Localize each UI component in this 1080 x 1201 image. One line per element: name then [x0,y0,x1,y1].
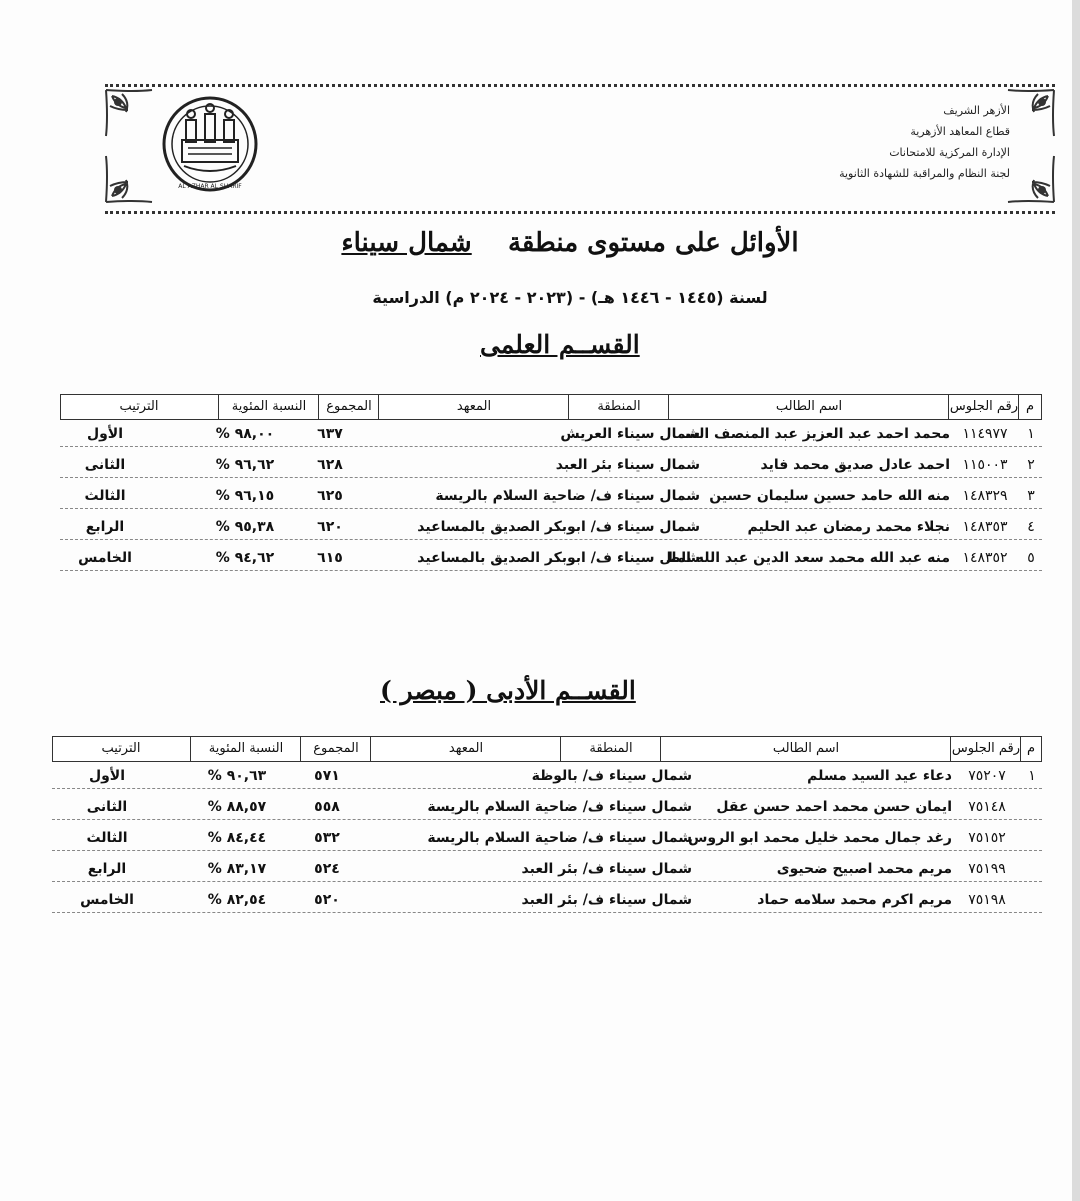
header-total: المجموع [318,395,379,419]
header-institute: المعهد [370,737,561,761]
al-azhar-logo-icon [160,92,260,196]
cell-total: ٦٣٧ [317,426,343,442]
cell-total: ٥٢٠ [314,892,340,908]
cell-total: ٦١٥ [317,550,343,566]
table-row [60,515,1042,540]
cell-name: ايمان حسن محمد احمد حسن عقل [716,799,952,815]
table-row [52,826,1042,851]
cell-name: دعاء عيد السيد مسلم [807,768,952,784]
cell-rank: الرابع [85,519,125,535]
cell-ri: شمال سيناء ف/ ضاحية السلام بالريسة [427,799,692,815]
ornament-corner-icon [104,152,156,204]
section-literary-title: القســم الأدبى ( مبصر ) [380,676,636,705]
cell-m: ٥ [1027,550,1035,566]
scientific-table [60,394,1042,580]
cell-m [1022,795,1042,819]
table-row [52,795,1042,820]
org-line-3: الإدارة المركزية للامتحانات [889,146,1010,159]
org-line-4: لجنة النظام والمراقبة للشهادة الثانوية [839,167,1010,180]
cell-percent: ٨٨,٥٧ % [207,799,267,815]
cell-ri: شمال سيناء ف/ بالوظة [531,768,692,784]
cell-ri: شمال سيناء بئر العبد [555,457,700,473]
page-title [320,228,820,258]
table-row [52,888,1042,913]
org-line-2: قطاع المعاهد الأزهرية [910,125,1010,138]
cell-rank: الثالث [84,488,126,504]
cell-rank: الرابع [87,861,127,877]
ornament-corner-icon [1004,88,1056,140]
cell-total: ٥٢٤ [314,861,340,877]
cell-total: ٥٣٢ [314,830,340,846]
cell-seat: ١٤٨٣٥٢ [962,550,1008,566]
header-institute: المعهد [378,395,569,419]
header-seat: رقم الجلوس [948,395,1019,419]
table-header-row [52,736,1042,762]
header-name: اسم الطالب [660,737,951,761]
cell-m [1022,826,1042,850]
cell-seat: ٧٥١٩٨ [968,892,1006,908]
table-row [60,546,1042,571]
cell-percent: ٨٤,٤٤ % [207,830,267,846]
table-header-row [60,394,1042,420]
cell-m: ٢ [1027,457,1035,473]
title-region: شمال سيناء [341,228,472,258]
cell-m: ٣ [1027,488,1035,504]
header-percent: النسبة المئوية [190,737,301,761]
header-rank: الترتيب [119,399,159,414]
cell-name: احمد عادل صديق محمد فايد [760,457,950,473]
table-row [60,453,1042,478]
org-line-1: الأزهر الشريف [943,104,1010,117]
header-region: المنطقة [568,395,669,419]
header-m: م [1020,737,1041,761]
cell-percent: ٩٥,٣٨ % [215,519,275,535]
header-m: م [1018,395,1041,419]
cell-total: ٥٥٨ [314,799,340,815]
ornament-corner-icon [1004,152,1056,204]
cell-m [1022,888,1042,912]
header-total: المجموع [300,737,371,761]
cell-total: ٦٢٥ [317,488,343,504]
cell-m: ١ [1028,768,1036,784]
cell-rank: الثانى [84,457,126,473]
header-name: اسم الطالب [668,395,949,419]
organization-block [839,100,1010,184]
logo-text: AL AZHAR AL SHARIF [178,183,242,190]
cell-m: ١ [1027,426,1035,442]
header-region: المنطقة [560,737,661,761]
header-percent: النسبة المئوية [218,395,319,419]
cell-percent: ٩٠,٦٣ % [207,768,267,784]
cell-total: ٦٢٨ [317,457,343,473]
cell-seat: ١٤٨٣٥٣ [962,519,1008,535]
cell-seat: ١٤٨٣٢٩ [962,488,1008,504]
ornament-corner-icon [104,88,156,140]
header-rank: الترتيب [101,741,141,756]
cell-rank: الخامس [78,550,132,566]
cell-rank: الأول [88,768,126,784]
title-main: الأوائل على مستوى منطقة [507,228,799,258]
cell-percent: ٨٢,٥٤ % [207,892,267,908]
cell-m: ٤ [1027,519,1035,535]
cell-ri: شمال سيناء ف/ ضاحية السلام بالريسة [427,830,692,846]
literary-table [52,736,1042,936]
header-seat: رقم الجلوس [950,737,1021,761]
cell-rank: الأول [86,426,124,442]
cell-ri: شمال سيناء ف/ ابوبكر الصديق بالمساعيد [417,550,700,566]
table-row [60,422,1042,447]
cell-ri: شمال سيناء ف/ ضاحية السلام بالريسة [435,488,700,504]
cell-name: مريم اكرم محمد سلامه حماد [757,892,952,908]
cell-ri: شمال سيناء ف/ ابوبكر الصديق بالمساعيد [417,519,700,535]
cell-seat: ٧٥١٥٢ [968,830,1006,846]
cell-ri: شمال سيناء ف/ بئر العبد [521,861,692,877]
cell-seat: ١١٤٩٧٧ [962,426,1008,442]
cell-total: ٦٢٠ [317,519,343,535]
cell-rank: الثانى [86,799,128,815]
cell-seat: ٧٥١٤٨ [968,799,1006,815]
cell-name: منه الله حامد حسين سليمان حسين [709,488,950,504]
cell-m [1022,857,1042,881]
cell-name: مريم محمد اصبيح ضحيوى [776,861,952,877]
cell-percent: ٩٤,٦٢ % [215,550,275,566]
cell-seat: ٧٥٢٠٧ [968,768,1006,784]
cell-seat: ٧٥١٩٩ [968,861,1006,877]
cell-percent: ٩٦,١٥ % [215,488,275,504]
cell-percent: ٨٣,١٧ % [207,861,267,877]
cell-ri: شمال سيناء ف/ بئر العبد [521,892,692,908]
cell-ri: شمال سيناء العريش [560,426,700,442]
cell-percent: ٩٦,٦٢ % [215,457,275,473]
table-row [60,484,1042,509]
cell-name: منه عبد الله محمد سعد الدين عبد الله الط [665,550,950,566]
cell-total: ٥٧١ [314,768,340,784]
cell-name: محمد احمد عبد العزيز عبد المنصف السـ [680,426,950,442]
cell-name: نجلاء محمد رمضان عبد الحليم [747,519,950,535]
cell-name: رغد جمال محمد خليل محمد ابو الروس [688,830,952,846]
table-row [52,857,1042,882]
cell-percent: ٩٨,٠٠ % [215,426,275,442]
cell-rank: الخامس [80,892,134,908]
table-row [52,764,1042,789]
academic-year: لسنة (١٤٤٥ - ١٤٤٦ هـ) - (٢٠٢٣ - ٢٠٢٤ م) الدراسية [372,288,768,307]
section-scientific-title: القســم العلمى [480,330,640,359]
cell-seat: ١١٥٠٠٣ [962,457,1008,473]
cell-rank: الثالث [86,830,128,846]
page-edge [1072,0,1080,1201]
